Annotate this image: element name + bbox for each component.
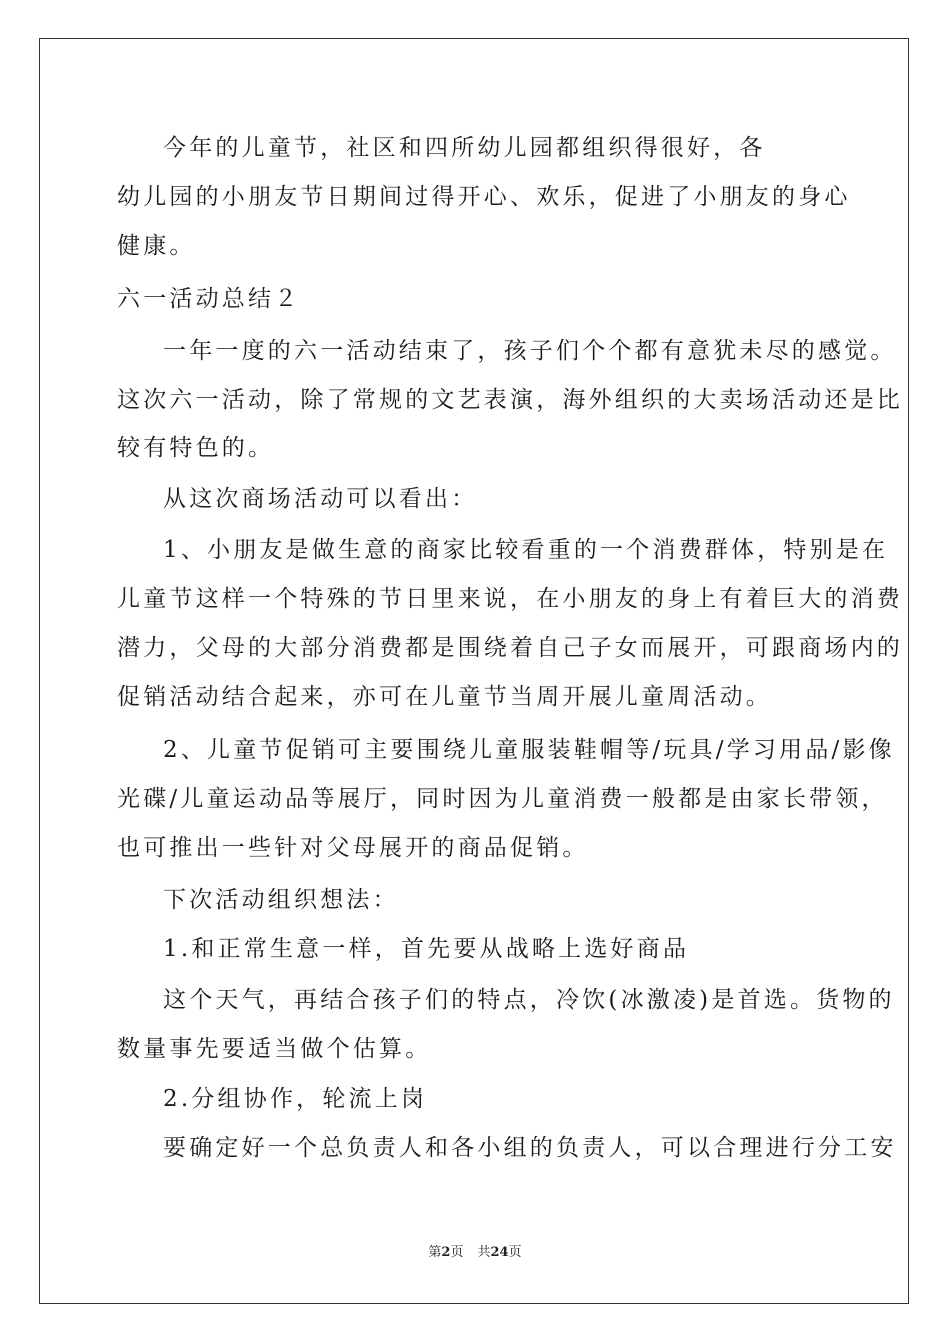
paragraph-line: 这个天气，再结合孩子们的特点，冷饮(冰激凌)是首选。货物的	[163, 987, 895, 1013]
footer-page-prefix: 第	[428, 1245, 442, 1260]
page-border	[39, 38, 909, 1304]
paragraph-line: 光碟/儿童运动品等展厅，同时因为儿童消费一般都是由家长带领，	[117, 786, 888, 812]
paragraph-line: 下次活动组织想法：	[163, 887, 399, 913]
paragraph-line: 促销活动结合起来，亦可在儿童节当周开展儿童周活动。	[117, 684, 772, 710]
paragraph-line: 也可推出一些针对父母展开的商品促销。	[117, 835, 589, 861]
paragraph-line: 较有特色的。	[117, 435, 275, 461]
paragraph-line: 2.分组协作，轮流上岗	[163, 1086, 428, 1112]
paragraph-line: 健康。	[117, 233, 196, 259]
paragraph-line: 幼儿园的小朋友节日期间过得开心、欢乐，促进了小朋友的身心	[117, 184, 851, 210]
paragraph-line: 1.和正常生意一样，首先要从战略上选好商品	[163, 936, 690, 962]
paragraph-line: 从这次商场活动可以看出：	[163, 486, 478, 512]
paragraph-line: 今年的儿童节，社区和四所幼儿园都组织得很好，各	[163, 135, 766, 161]
footer-page-suffix: 页	[450, 1245, 464, 1260]
footer-total-pages: 24	[490, 1245, 509, 1260]
footer-page-current: 2	[441, 1245, 451, 1260]
paragraph-line: 儿童节这样一个特殊的节日里来说，在小朋友的身上有着巨大的消费	[117, 586, 903, 612]
paragraph-line: 2、儿童节促销可主要围绕儿童服装鞋帽等/玩具/学习用品/影像	[163, 737, 895, 763]
footer-total-suffix: 页	[508, 1245, 522, 1260]
footer-total-prefix: 共	[477, 1245, 491, 1260]
paragraph-line: 潜力，父母的大部分消费都是围绕着自己子女而展开，可跟商场内的	[117, 635, 903, 661]
paragraph-line: 1、小朋友是做生意的商家比较看重的一个消费群体，特别是在	[163, 537, 889, 563]
paragraph-line: 要确定好一个总负责人和各小组的负责人，可以合理进行分工安	[163, 1135, 897, 1161]
paragraph-line: 数量事先要适当做个估算。	[117, 1036, 432, 1062]
paragraph-line: 这次六一活动，除了常规的文艺表演，海外组织的大卖场活动还是比	[117, 387, 903, 413]
section-heading: 六一活动总结２	[117, 286, 301, 312]
page-footer	[0, 1245, 950, 1261]
paragraph-line: 一年一度的六一活动结束了，孩子们个个都有意犹未尽的感觉。	[163, 338, 897, 364]
